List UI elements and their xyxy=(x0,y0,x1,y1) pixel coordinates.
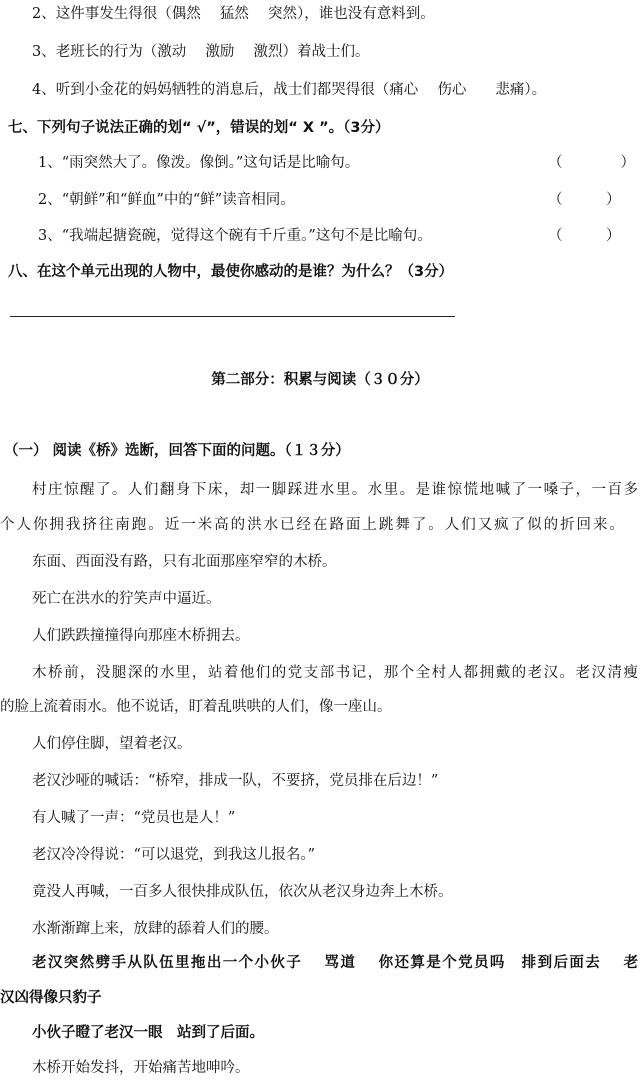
answer-blank-3[interactable]: （ ） xyxy=(548,228,621,244)
answer-blank-2[interactable]: （ ） xyxy=(548,192,621,208)
passage-line: 人们停住脚，望着老汉。 xyxy=(32,736,192,752)
passage-line: 人们跌跌撞撞得向那座木桥拥去。 xyxy=(32,628,250,644)
question-6-item-3: 3、老班长的行为（激动 激励 激烈）着战士们。 xyxy=(32,44,370,60)
passage-line: 木桥前，没腿深的水里，站着他们的党支部书记，那个全村人都拥戴的老汉。老汉清瘦 xyxy=(32,665,638,681)
passage-line: 的脸上流着雨水。他不说话，盯着乱哄哄的人们，像一座山。 xyxy=(0,699,392,715)
answer-line[interactable] xyxy=(10,316,455,317)
passage-line: 汉凶得像只豹子 xyxy=(0,990,102,1006)
section-7-item-3: 3、“我端起搪瓷碗，觉得这个碗有千斤重。”这句不是比喻句。 xyxy=(38,228,432,244)
passage-line: 老汉突然劈手从队伍里拖出一个小伙子 骂道 你还算是个党员吗 排到后面去 老 xyxy=(32,955,638,971)
passage-line: 木桥开始发抖，开始痛苦地呻吟。 xyxy=(32,1060,250,1076)
answer-blank-1[interactable]: （ ） xyxy=(548,155,635,171)
passage-line: 死亡在洪水的狞笑声中逼近。 xyxy=(32,591,221,607)
section-7-item-1: 1、“雨突然大了。像泼。像倒。”这句话是比喻句。 xyxy=(38,155,360,171)
passage-line: 老汉沙哑的喊话：“桥窄，排成一队，不要挤，党员排在后边！” xyxy=(32,773,439,789)
section-8-heading: 八、在这个单元出现的人物中，最使你感动的是谁？为什么？（3分） xyxy=(8,264,454,280)
passage-line: 老汉冷冷得说：“可以退党，到我这儿报名。” xyxy=(32,847,316,863)
section-7-item-2: 2、“朝鲜”和“鲜血”中的“鲜”读音相同。 xyxy=(38,192,295,208)
part-2-title: 第二部分：积累与阅读（３０分） xyxy=(211,372,429,388)
passage-line: 小伙子瞪了老汉一眼 站到了后面。 xyxy=(32,1025,264,1041)
passage-line: 竟没人再喊，一百多人很快排成队伍，依次从老汉身边奔上木桥。 xyxy=(32,884,453,900)
passage-line: 水渐渐蹿上来，放肆的舔着人们的腰。 xyxy=(32,921,279,937)
question-6-item-2: 2、这件事发生得很（偶然 猛然 突然），谁也没有意料到。 xyxy=(32,6,435,22)
passage-line: 个人你拥我挤往南跑。近一米高的洪水已经在路面上跳舞了。人们又疯了似的折回来。 xyxy=(0,517,624,533)
question-6-item-4: 4、听到小金花的妈妈牺牲的消息后，战士们都哭得很（痛心 伤心 悲痛）。 xyxy=(32,82,547,98)
passage-line: 有人喊了一声：“党员也是人！” xyxy=(32,810,236,826)
section-7-heading: 七、下列句子说法正确的划“ √”，错误的划“ X ”。（3分） xyxy=(8,120,390,136)
reading-1-heading: （一） 阅读《桥》选断，回答下面的问题。（１３分） xyxy=(4,443,350,459)
passage-line: 村庄惊醒了。人们翻身下床，却一脚踩进水里。水里。是谁惊慌地喊了一嗓子，一百多 xyxy=(32,482,638,498)
passage-line: 东面、西面没有路，只有北面那座窄窄的木桥。 xyxy=(32,554,337,570)
